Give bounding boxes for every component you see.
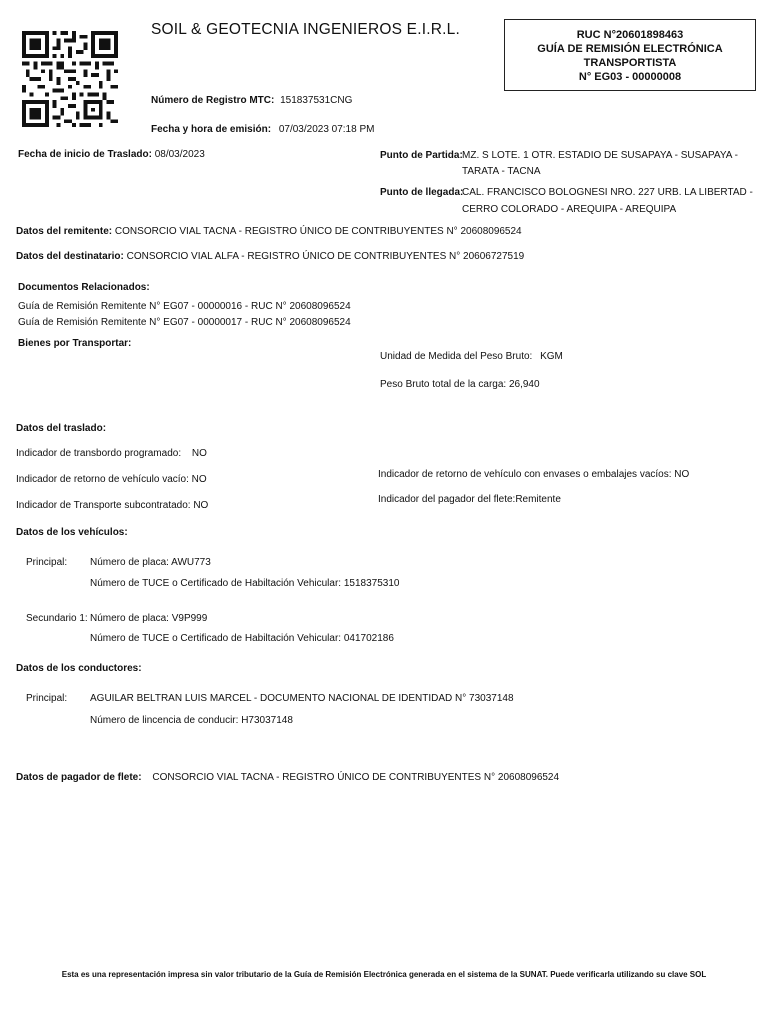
company-name: SOIL & GEOTECNIA INGENIEROS E.I.R.L. <box>151 21 460 38</box>
punto-partida-label: Punto de Partida: <box>380 150 463 161</box>
conductores-label: Datos de los conductores: <box>16 663 142 674</box>
traslado-label: Datos del traslado: <box>16 423 107 434</box>
registro-mtc-label: Número de Registro MTC: <box>151 95 275 106</box>
retorno-vacio-indicator: Indicador de retorno de vehículo vacío: NO <box>16 474 207 485</box>
vehiculo-principal-placa: Número de placa: AWU773 <box>90 557 211 568</box>
vehiculo-secundario-label: Secundario 1: <box>26 613 88 624</box>
transbordo-value: NO <box>191 448 207 459</box>
pagador-flete-label: Datos de pagador de flete: <box>16 772 142 783</box>
registro-mtc-value: 151837531CNG <box>280 95 353 106</box>
remitente-label: Datos del remitente: <box>16 226 113 237</box>
retorno-envases-indicator: Indicador de retorno de vehículo con envases o embalajes vacíos: NO <box>378 469 690 480</box>
inicio-traslado-value: 08/03/2023 <box>154 149 205 160</box>
documentos-label: Documentos Relacionados: <box>18 282 150 293</box>
subcontratado-indicator: Indicador de Transporte subcontratado: NO <box>16 500 209 511</box>
punto-llegada-line1: CAL. FRANCISCO BOLOGNESI NRO. 227 URB. LA LIBERTAD - <box>462 187 753 198</box>
footer-disclaimer: Esta es una representación impresa sin valor tributario de la Guía de Remisión Electrónica generada en el sistema de la SUNAT. Puede verificarla utilizando su clave SOL <box>61 970 707 979</box>
destinatario <box>16 250 524 263</box>
ruc-number: RUC N°20601898463 <box>576 29 684 41</box>
vehiculo-principal-label: Principal: <box>26 557 68 568</box>
qr-code <box>22 27 118 131</box>
pagador-flete-value: CONSORCIO VIAL TACNA - REGISTRO ÚNICO DE CONTRIBUYENTES N° 20608096524 <box>152 772 560 783</box>
document-type: GUÍA DE REMISIÓN ELECTRÓNICA <box>537 43 723 55</box>
registro-mtc <box>151 94 352 107</box>
vehiculo-principal-tuce: Número de TUCE o Certificado de Habiltación Vehicular: 1518375310 <box>90 578 400 589</box>
conductor-nombre: AGUILAR BELTRAN LUIS MARCEL - DOCUMENTO NACIONAL DE IDENTIDAD N° 73037148 <box>90 693 514 704</box>
punto-llegada-line2: CERRO COLORADO - AREQUIPA - AREQUIPA <box>462 204 677 215</box>
bienes-label: Bienes por Transportar: <box>18 338 132 349</box>
emision-label: Fecha y hora de emisión: <box>151 124 272 135</box>
conductor-principal-label: Principal: <box>26 693 68 704</box>
remitente <box>16 225 522 238</box>
document-number: N° EG03 - 00000008 <box>578 71 682 83</box>
documento-item: Guía de Remisión Remitente N° EG07 - 00000017 - RUC N° 20608096524 <box>18 317 351 328</box>
unidad-medida-value: KGM <box>540 351 563 362</box>
emision-value: 07/03/2023 07:18 PM <box>278 124 375 135</box>
unidad-medida <box>380 350 563 363</box>
transbordo-label: Indicador de transbordo programado: <box>16 448 182 459</box>
vehiculos-label: Datos de los vehículos: <box>16 527 128 538</box>
punto-llegada-label: Punto de llegada: <box>380 187 464 198</box>
destinatario-value: CONSORCIO VIAL ALFA - REGISTRO ÚNICO DE CONTRIBUYENTES N° 20606727519 <box>126 251 525 262</box>
document-subtype: TRANSPORTISTA <box>583 57 677 69</box>
vehiculo-secundario-tuce: Número de TUCE o Certificado de Habiltación Vehicular: 041702186 <box>90 633 394 644</box>
ruc-box <box>504 19 756 91</box>
peso-bruto: Peso Bruto total de la carga: 26,940 <box>380 379 540 390</box>
remitente-value: CONSORCIO VIAL TACNA - REGISTRO ÚNICO DE CONTRIBUYENTES N° 20608096524 <box>114 226 522 237</box>
unidad-medida-label: Unidad de Medida del Peso Bruto: <box>380 351 533 362</box>
inicio-traslado-label: Fecha de inicio de Traslado: <box>18 149 152 160</box>
pagador-flete <box>16 771 559 784</box>
transbordo-indicator <box>16 447 207 460</box>
vehiculo-secundario-placa: Número de placa: V9P999 <box>90 613 208 624</box>
destinatario-label: Datos del destinatario: <box>16 251 124 262</box>
punto-partida-line2: TARATA - TACNA <box>462 166 541 177</box>
documento-item: Guía de Remisión Remitente N° EG07 - 00000016 - RUC N° 20608096524 <box>18 301 351 312</box>
inicio-traslado <box>18 148 205 161</box>
conductor-licencia: Número de lincencia de conducir: H73037148 <box>90 715 293 726</box>
pagador-indicator: Indicador del pagador del flete:Remitente <box>378 494 561 505</box>
emision <box>151 123 374 136</box>
punto-partida-line1: MZ. S LOTE. 1 OTR. ESTADIO DE SUSAPAYA - SUSAPAYA - <box>462 150 738 161</box>
